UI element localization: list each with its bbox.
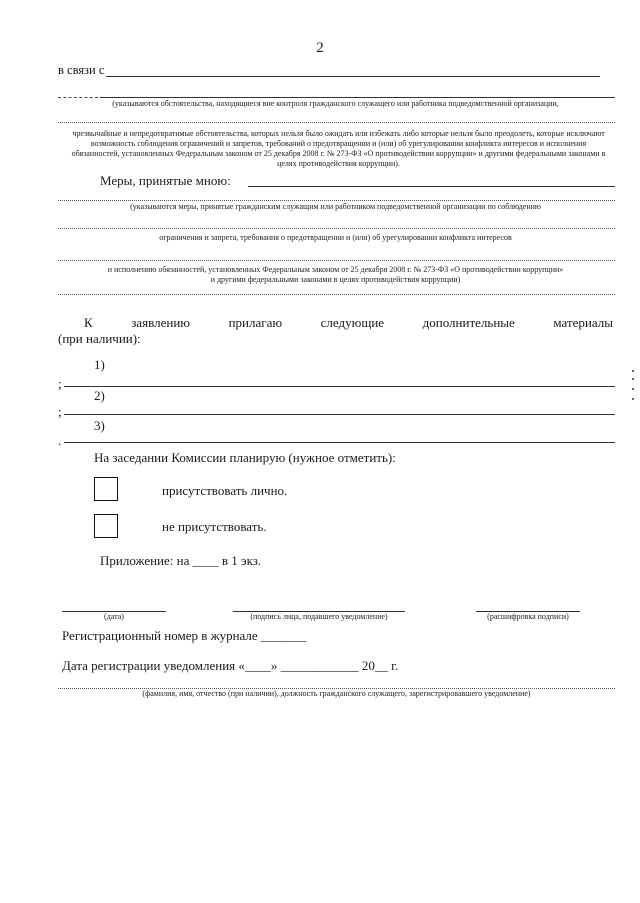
attachment-separator-2: ;	[58, 404, 62, 419]
reason-line-2[interactable]	[100, 97, 615, 98]
measures-label: Меры, принятые мною:	[100, 173, 231, 188]
date-caption: (дата)	[104, 612, 124, 621]
registration-year-suffix: г.	[391, 658, 399, 673]
measures-line-3[interactable]	[58, 228, 615, 229]
registration-day-field[interactable]: ____	[244, 658, 271, 673]
attachments-word: К	[84, 315, 93, 330]
registration-number-label: Регистрационный номер в журнале	[62, 628, 258, 643]
measures-note-2: ограничения и запрета, требования о предотвращении и (или) об урегулировании конфликта интересов	[159, 233, 512, 242]
appendix-prefix: Приложение: на	[100, 553, 190, 568]
attachments-word: дополнительные	[422, 315, 515, 330]
reason-note: (указываются обстоятельства, находящиеся вне контроля гражданского служащего или работника подведомственной организации,	[112, 99, 559, 108]
registration-number-row	[62, 628, 306, 644]
registration-year-field[interactable]: __	[374, 658, 388, 673]
measures-line-4[interactable]	[58, 260, 615, 261]
measures-line-2[interactable]	[58, 200, 615, 201]
decode-caption: (расшифровка подписи)	[487, 612, 569, 621]
margin-mark	[632, 398, 634, 400]
margin-mark	[632, 388, 634, 390]
registration-date-row	[62, 658, 398, 674]
appendix-pages-field[interactable]: ____	[192, 553, 219, 568]
page-number: 2	[316, 40, 324, 56]
not-attend-label: не присутствовать.	[162, 519, 267, 534]
attachment-item-1: 1)	[94, 357, 105, 372]
attend-in-person-label: присутствовать лично.	[162, 483, 288, 498]
meeting-label: На заседании Комиссии планирую (нужное отметить):	[94, 450, 396, 465]
measures-note-3: и исполнению обязанностей, установленных Федеральным законом от 25 декабря 2008 г. № 273-ФЗ «О противодействии коррупции»	[107, 265, 564, 274]
registration-number-field[interactable]: _______	[260, 628, 307, 643]
measures-note-4: и другими федеральными законами в целях противодействия коррупции)	[210, 275, 461, 284]
attachments-subheading: (при наличии):	[58, 331, 141, 346]
registrar-caption: (фамилия, имя, отчество (при наличии), должность гражданского служащего, зарегистрировавшего уведомление)	[142, 689, 531, 698]
reason-line-3[interactable]	[58, 122, 615, 123]
measures-input-line[interactable]	[248, 186, 615, 187]
margin-mark	[632, 370, 634, 372]
appendix-line	[100, 553, 261, 569]
reason-paragraph: чрезвычайные и непредотвратимые обстоятельства, которых нельзя было ожидать или избежать либо которые нельзя было преодолеть, которые исключают возможность соблюдения ограничений и запретов, требований о предотвращении и (или) об урегулировании конфликта интересов и исполнения обязанностей, установленных Федеральным законом от 25 декабря 2008 г. № 273-ФЗ «О противодействии коррупции» и другими федеральными законами в целях противодействия коррупции).	[71, 129, 606, 168]
reason-line-left	[58, 97, 98, 98]
attachment-separator-3: .	[58, 433, 62, 448]
registration-date-label: Дата регистрации уведомления «	[62, 658, 245, 673]
registration-month-field[interactable]: ____________	[280, 658, 359, 673]
attachment-line-2[interactable]	[64, 414, 615, 415]
attachments-word: прилагаю	[228, 315, 283, 330]
signature-caption: (подпись лица, подавшего уведомление)	[250, 612, 388, 621]
attachments-word: заявлению	[131, 315, 190, 330]
attachment-line-3[interactable]	[64, 442, 615, 443]
attend-in-person-checkbox[interactable]	[94, 477, 118, 501]
appendix-suffix: в 1 экз.	[221, 553, 262, 568]
attachment-separator-1: ;	[58, 376, 62, 391]
measures-note-1: (указываются меры, принятые гражданским служащим или работником подведомственной организации по соблюдению	[130, 202, 541, 211]
reason-input-line[interactable]	[106, 76, 600, 77]
attachments-heading	[58, 315, 613, 331]
margin-mark	[632, 378, 634, 380]
registration-date-quote: »	[270, 658, 278, 673]
attachment-item-3: 3)	[94, 418, 105, 433]
attachment-line-1[interactable]	[64, 386, 615, 387]
registration-year-prefix: 20	[361, 658, 375, 673]
attachments-word: материалы	[553, 315, 613, 330]
attachments-word: следующие	[320, 315, 385, 330]
measures-line-5[interactable]	[58, 294, 615, 295]
reason-label: в связи с	[58, 63, 105, 77]
attachment-item-2: 2)	[94, 388, 105, 403]
not-attend-checkbox[interactable]	[94, 514, 118, 538]
